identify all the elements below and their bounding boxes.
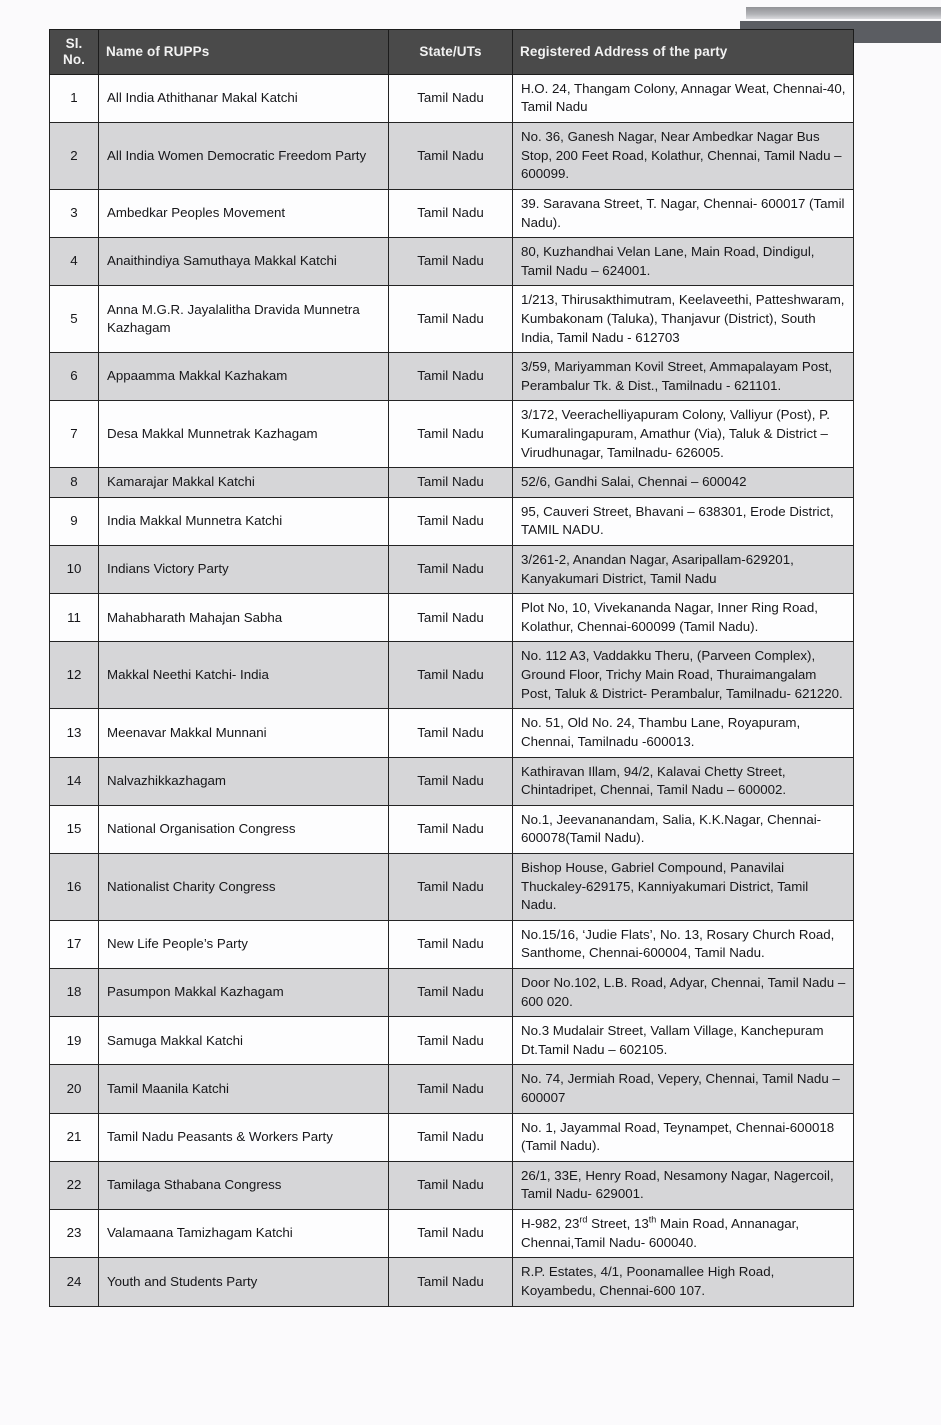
row-serial-number: 12: [50, 642, 99, 709]
table-row: [50, 920, 854, 968]
table-header: [50, 30, 854, 75]
row-serial-number: 9: [50, 497, 99, 545]
table-row: [50, 1210, 854, 1258]
row-party-name: Indians Victory Party: [99, 546, 389, 594]
row-serial-number: 20: [50, 1065, 99, 1113]
row-state: Tamil Nadu: [389, 74, 513, 122]
row-serial-number: 15: [50, 805, 99, 853]
column-header-name: Name of RUPPs: [99, 30, 389, 75]
row-serial-number: 21: [50, 1113, 99, 1161]
row-party-name: Nationalist Charity Congress: [99, 853, 389, 920]
table-row: [50, 805, 854, 853]
row-party-name: Tamilaga Sthabana Congress: [99, 1161, 389, 1209]
column-header-state: State/UTs: [389, 30, 513, 75]
table-row: [50, 123, 854, 190]
row-serial-number: 1: [50, 74, 99, 122]
table-row: [50, 1065, 854, 1113]
row-registered-address: 3/261-2, Anandan Nagar, Asaripallam-629201, Kanyakumari District, Tamil Nadu: [513, 546, 854, 594]
row-state: Tamil Nadu: [389, 123, 513, 190]
table-row: [50, 286, 854, 353]
row-party-name: National Organisation Congress: [99, 805, 389, 853]
row-party-name: Appaamma Makkal Kazhakam: [99, 353, 389, 401]
table-row: [50, 969, 854, 1017]
table-row: [50, 353, 854, 401]
row-registered-address: No. 51, Old No. 24, Thambu Lane, Royapuram, Chennai, Tamilnadu -600013.: [513, 709, 854, 757]
row-party-name: Meenavar Makkal Munnani: [99, 709, 389, 757]
row-registered-address: Door No.102, L.B. Road, Adyar, Chennai, Tamil Nadu – 600 020.: [513, 969, 854, 1017]
row-serial-number: 11: [50, 594, 99, 642]
row-party-name: Anaithindiya Samuthaya Makkal Katchi: [99, 238, 389, 286]
row-registered-address: 1/213, Thirusakthimutram, Keelaveethi, Patteshwaram, Kumbakonam (Taluka), Thanjavur (District), South India, Tamil Nadu - 612703: [513, 286, 854, 353]
row-serial-number: 2: [50, 123, 99, 190]
row-state: Tamil Nadu: [389, 286, 513, 353]
row-registered-address: No. 36, Ganesh Nagar, Near Ambedkar Nagar Bus Stop, 200 Feet Road, Kolathur, Chennai, Tamil Nadu – 600099.: [513, 123, 854, 190]
row-party-name: Desa Makkal Munnetrak Kazhagam: [99, 401, 389, 468]
row-party-name: Tamil Maanila Katchi: [99, 1065, 389, 1113]
row-serial-number: 13: [50, 709, 99, 757]
row-serial-number: 14: [50, 757, 99, 805]
row-registered-address: 26/1, 33E, Henry Road, Nesamony Nagar, Nagercoil, Tamil Nadu- 629001.: [513, 1161, 854, 1209]
row-state: Tamil Nadu: [389, 468, 513, 498]
row-serial-number: 8: [50, 468, 99, 498]
row-serial-number: 3: [50, 189, 99, 237]
table-row: [50, 238, 854, 286]
row-registered-address: No. 112 A3, Vaddakku Theru, (Parveen Complex), Ground Floor, Trichy Main Road, Thuraimangalam Post, Taluk & District- Perambalur, Tamilnadu- 621220.: [513, 642, 854, 709]
row-state: Tamil Nadu: [389, 853, 513, 920]
table-row: [50, 1161, 854, 1209]
row-registered-address: 3/172, Veerachelliyapuram Colony, Valliyur (Post), P. Kumaralingapuram, Amathur (Via), Taluk & District – Virudhunagar, Tamilnadu- 626005.: [513, 401, 854, 468]
table-row: [50, 401, 854, 468]
row-party-name: All India Women Democratic Freedom Party: [99, 123, 389, 190]
row-registered-address: Plot No, 10, Vivekananda Nagar, Inner Ring Road, Kolathur, Chennai-600099 (Tamil Nadu).: [513, 594, 854, 642]
table-row: [50, 74, 854, 122]
row-registered-address: No.1, Jeevananandam, Salia, K.K.Nagar, Chennai-600078(Tamil Nadu).: [513, 805, 854, 853]
row-serial-number: 6: [50, 353, 99, 401]
table-body: [50, 74, 854, 1306]
row-registered-address: H-982, 23rd Street, 13th Main Road, Annanagar, Chennai,Tamil Nadu- 600040.: [513, 1210, 854, 1258]
table-row: [50, 1017, 854, 1065]
row-registered-address: 39. Saravana Street, T. Nagar, Chennai- 600017 (Tamil Nadu).: [513, 189, 854, 237]
row-party-name: Valamaana Tamizhagam Katchi: [99, 1210, 389, 1258]
row-party-name: Anna M.G.R. Jayalalitha Dravida Munnetra Kazhagam: [99, 286, 389, 353]
row-serial-number: 19: [50, 1017, 99, 1065]
column-header-sl-no: [50, 30, 99, 75]
row-state: Tamil Nadu: [389, 709, 513, 757]
row-registered-address: Kathiravan Illam, 94/2, Kalavai Chetty Street, Chintadripet, Chennai, Tamil Nadu – 600002.: [513, 757, 854, 805]
row-party-name: All India Athithanar Makal Katchi: [99, 74, 389, 122]
row-party-name: Nalvazhikkazhagam: [99, 757, 389, 805]
row-serial-number: 18: [50, 969, 99, 1017]
row-state: Tamil Nadu: [389, 353, 513, 401]
row-party-name: Mahabharath Mahajan Sabha: [99, 594, 389, 642]
column-header-address: Registered Address of the party: [513, 30, 854, 75]
table-row: [50, 1258, 854, 1306]
row-state: Tamil Nadu: [389, 238, 513, 286]
row-state: Tamil Nadu: [389, 805, 513, 853]
row-registered-address: 3/59, Mariyamman Kovil Street, Ammapalayam Post, Perambalur Tk. & Dist., Tamilnadu - 621101.: [513, 353, 854, 401]
row-state: Tamil Nadu: [389, 642, 513, 709]
row-party-name: Ambedkar Peoples Movement: [99, 189, 389, 237]
table-row: [50, 497, 854, 545]
row-registered-address: H.O. 24, Thangam Colony, Annagar Weat, Chennai-40, Tamil Nadu: [513, 74, 854, 122]
row-party-name: Pasumpon Makkal Kazhagam: [99, 969, 389, 1017]
row-registered-address: 52/6, Gandhi Salai, Chennai – 600042: [513, 468, 854, 498]
row-serial-number: 7: [50, 401, 99, 468]
row-serial-number: 17: [50, 920, 99, 968]
row-party-name: New Life People’s Party: [99, 920, 389, 968]
row-state: Tamil Nadu: [389, 757, 513, 805]
row-serial-number: 10: [50, 546, 99, 594]
row-state: Tamil Nadu: [389, 189, 513, 237]
row-party-name: Samuga Makkal Katchi: [99, 1017, 389, 1065]
column-header-sl-line2: No.: [62, 51, 86, 67]
row-registered-address: 95, Cauveri Street, Bhavani – 638301, Erode District, TAMIL NADU.: [513, 497, 854, 545]
row-state: Tamil Nadu: [389, 1210, 513, 1258]
table-row: [50, 546, 854, 594]
row-state: Tamil Nadu: [389, 1258, 513, 1306]
table-row: [50, 853, 854, 920]
row-party-name: Kamarajar Makkal Katchi: [99, 468, 389, 498]
table-row: [50, 709, 854, 757]
row-state: Tamil Nadu: [389, 1113, 513, 1161]
row-state: Tamil Nadu: [389, 1065, 513, 1113]
row-registered-address: No.15/16, ‘Judie Flats’, No. 13, Rosary Church Road, Santhome, Chennai-600004, Tamil Nadu.: [513, 920, 854, 968]
row-serial-number: 16: [50, 853, 99, 920]
row-state: Tamil Nadu: [389, 546, 513, 594]
row-state: Tamil Nadu: [389, 969, 513, 1017]
row-registered-address: No. 1, Jayammal Road, Teynampet, Chennai-600018 (Tamil Nadu).: [513, 1113, 854, 1161]
row-party-name: Makkal Neethi Katchi- India: [99, 642, 389, 709]
table-row: [50, 1113, 854, 1161]
row-registered-address: No.3 Mudalair Street, Vallam Village, Kanchepuram Dt.Tamil Nadu – 602105.: [513, 1017, 854, 1065]
row-state: Tamil Nadu: [389, 594, 513, 642]
row-registered-address: Bishop House, Gabriel Compound, Panavilai Thuckaley-629175, Kanniyakumari District, Tamil Nadu.: [513, 853, 854, 920]
row-serial-number: 24: [50, 1258, 99, 1306]
column-header-sl-line1: Sl.: [65, 36, 83, 51]
row-state: Tamil Nadu: [389, 1017, 513, 1065]
table-row: [50, 468, 854, 498]
table-row: [50, 594, 854, 642]
row-serial-number: 23: [50, 1210, 99, 1258]
row-registered-address: No. 74, Jermiah Road, Vepery, Chennai, Tamil Nadu – 600007: [513, 1065, 854, 1113]
row-registered-address: R.P. Estates, 4/1, Poonamallee High Road, Koyambedu, Chennai-600 107.: [513, 1258, 854, 1306]
table-row: [50, 642, 854, 709]
row-state: Tamil Nadu: [389, 497, 513, 545]
row-party-name: India Makkal Munnetra Katchi: [99, 497, 389, 545]
row-state: Tamil Nadu: [389, 920, 513, 968]
header-row: [50, 30, 854, 75]
table-row: [50, 757, 854, 805]
row-state: Tamil Nadu: [389, 401, 513, 468]
row-party-name: Tamil Nadu Peasants & Workers Party: [99, 1113, 389, 1161]
rupp-table: [49, 29, 854, 1307]
row-party-name: Youth and Students Party: [99, 1258, 389, 1306]
row-state: Tamil Nadu: [389, 1161, 513, 1209]
row-serial-number: 5: [50, 286, 99, 353]
scan-artifact-top: [746, 7, 941, 19]
table-row: [50, 189, 854, 237]
row-registered-address: 80, Kuzhandhai Velan Lane, Main Road, Dindigul, Tamil Nadu – 624001.: [513, 238, 854, 286]
row-serial-number: 4: [50, 238, 99, 286]
row-serial-number: 22: [50, 1161, 99, 1209]
